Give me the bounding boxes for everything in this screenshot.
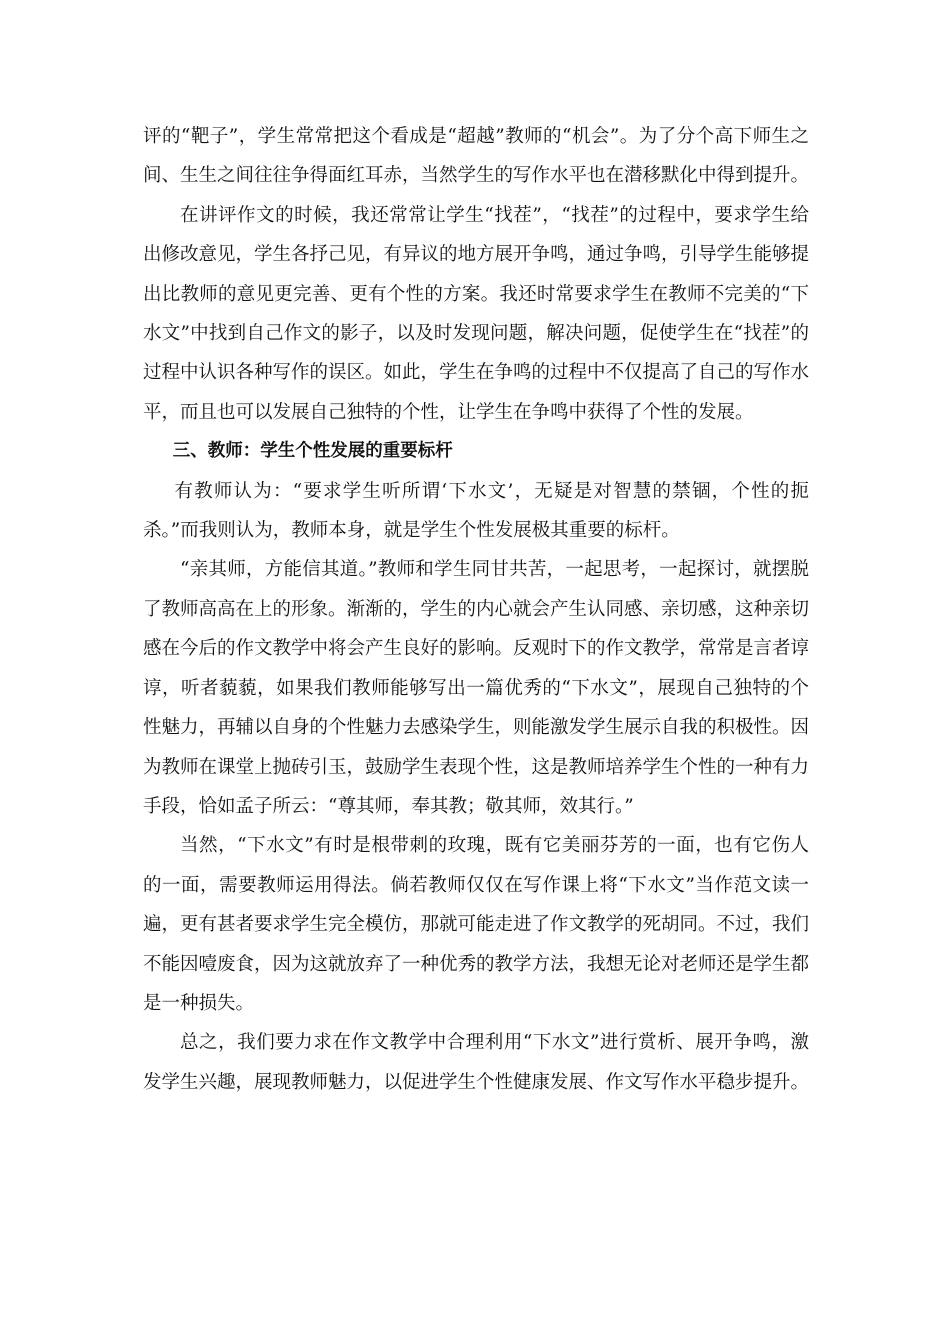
section-heading: 三、教师：学生个性发展的重要标杆 (172, 441, 453, 462)
paragraph-rose-with-thorns: 当然，“下水文”有时是根带刺的玫瑰，既有它美丽芬芳的一面，也有它伤人的一面，需要教师运用得法。倘若教师仅仅在写作课上将“下水文”当作范文读一遍，更有甚者要求学生完全模仿，那就可能走进了作文教学的死胡同。不过，我们不能因噎废食，因为这就放弃了一种优秀的教学方法，我想无论对老师还是学生都是一种损失。 (143, 835, 810, 1014)
paragraph-conclusion: 总之，我们要力求在作文教学中合理利用“下水文”进行赏析、展开争鸣，激发学生兴趣，展现教师魅力，以促进学生个性健康发展、作文写作水平稳步提升。 (143, 1032, 810, 1093)
paragraph-continuation: 评的“靶子”，学生常常把这个看成是“超越”教师的“机会”。为了分个高下师生之间、生生之间往往争得面红耳赤，当然学生的写作水平也在潜移默化中得到提升。 (143, 126, 810, 187)
paragraph-close-to-teacher: “亲其师，方能信其道。”教师和学生同甘共苦，一起思考，一起探讨，就摆脱了教师高高在上的形象。渐渐的，学生的内心就会产生认同感、亲切感，这种亲切感在今后的作文教学中将会产生良好的影响。反观时下的作文教学，常常是言者谆谆，听者藐藐，如果我们教师能够写出一篇优秀的“下水文”，展现自己独特的个性魅力，再辅以自身的个性魅力去感染学生，则能激发学生展示自我的积极性。因为教师在课堂上抛砖引玉，鼓励学生表现个性，这是教师培养学生个性的一种有力手段，恰如孟子所云：“尊其师，奉其教；敬其师，效其行。” (143, 559, 810, 817)
document-body (143, 117, 809, 1102)
paragraph-teacher-opinion: 有教师认为：“要求学生听所谓‘下水文’，无疑是对智慧的禁锢，个性的扼杀。”而我则认为，教师本身，就是学生个性发展极其重要的标杆。 (143, 480, 809, 542)
paragraph-find-fault: 在讲评作文的时候，我还常常让学生“找茬”，“找茬”的过程中，要求学生给出修改意见，学生各抒己见，有异议的地方展开争鸣，通过争鸣，引导学生能够提出比教师的意见更完善、更有个性的方案。我还时常要求学生在教师不完美的“下水文”中找到自己作文的影子，以及时发现问题，解决问题，促使学生在“找茬”的过程中认识各种写作的误区。如此，学生在争鸣的过程中不仅提高了自己的写作水平，而且也可以发展自己独特的个性，让学生在争鸣中获得了个性的发展。 (143, 204, 810, 423)
